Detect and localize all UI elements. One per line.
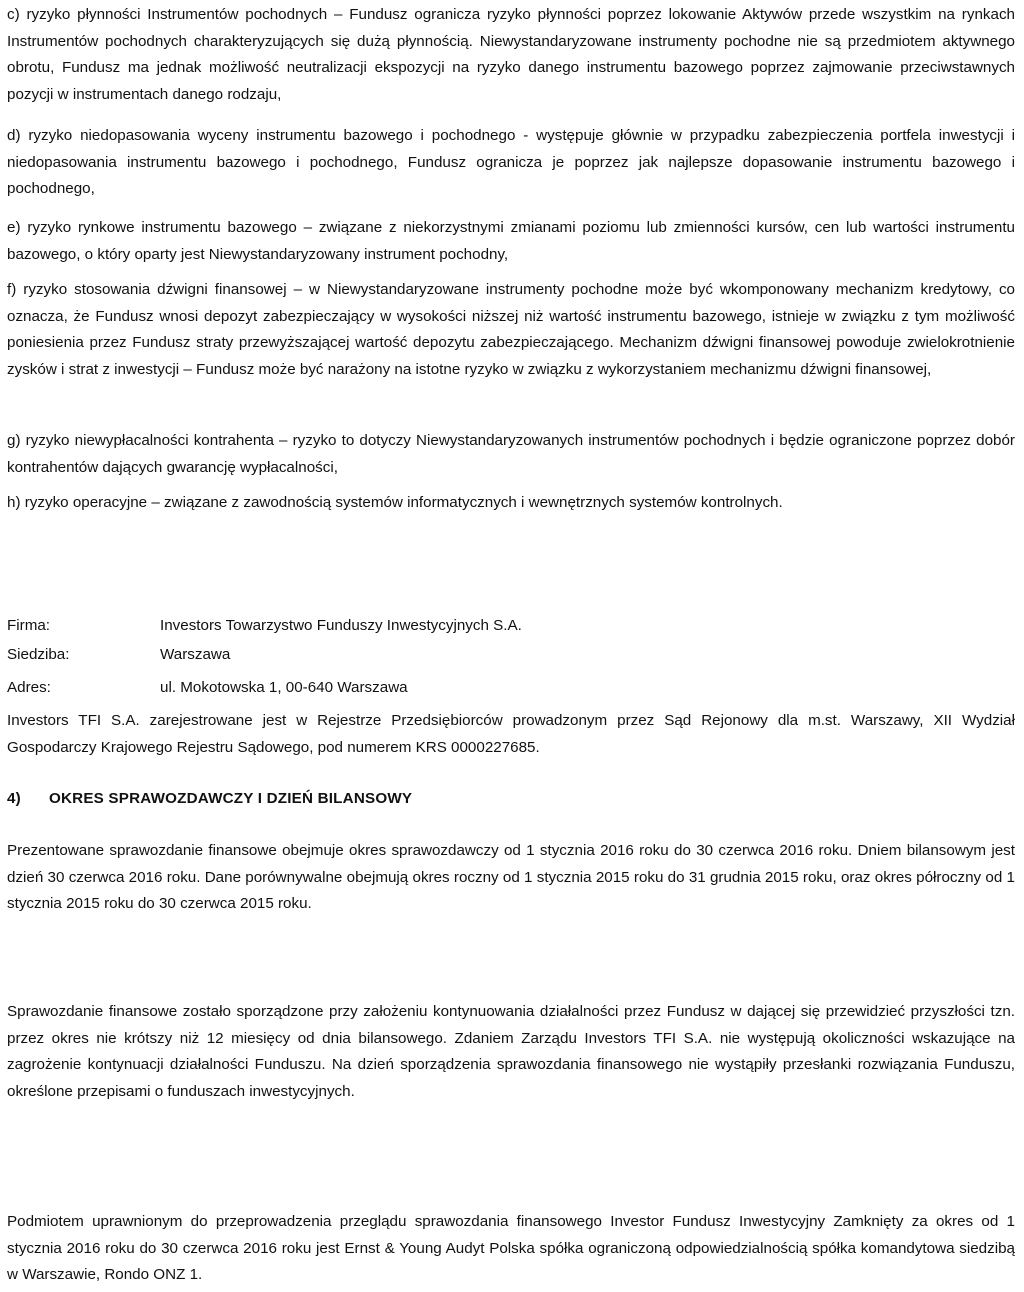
firm-label: Firma: bbox=[7, 617, 51, 634]
risk-item-d: d) ryzyko niedopasowania wyceny instrumentu bazowego i pochodnego - występuje głównie w przypadku zabezpieczenia portfela inwestycji i niedopasowania instrumentu bazowego i pochodnego, Fundusz ogranicza je poprzez jak najlepsze dopasowanie instrumentu bazowego i pochodnego, bbox=[7, 127, 1015, 197]
risk-item-f: f) ryzyko stosowania dźwigni finansowej – w Niewystandaryzowane instrumenty pochodne może być wkomponowany mechanizm kredytowy, co oznacza, że Fundusz wnosi depozyt zabezpieczający w wysokości niższej niż wartość instrumentu bazowego, istnieje w związku z tym możliwość poniesienia przez Fundusz straty przewyższającej wartość depozytu zabezpieczającego. Mechanizm dźwigni finansowej powoduje zwielokrotnienie zysków i strat z inwestycji – Fundusz może być narażony na istotne ryzyko w związku z wykorzystaniem mechanizmu dźwigni finansowej, bbox=[7, 281, 1015, 378]
registration-paragraph: Investors TFI S.A. zarejestrowane jest w Rejestrze Przedsiębiorców prowadzonym przez Sąd Rejonowy dla m.st. Warszawy, XII Wydział Gospodarczy Krajowego Rejestru Sądowego, pod numerem KRS 0000227685. bbox=[7, 712, 1015, 756]
company-firm-row bbox=[7, 615, 1007, 637]
auditor-paragraph: Podmiotem uprawnionym do przeprowadzenia przeglądu sprawozdania finansowego Investor Fundusz Inwestycyjny Zamknięty za okres od 1 stycznia 2016 roku do 30 czerwca 2016 roku jest Ernst & Young Audyt Polska spółka ograniczoną odpowiedzialnością spółka komandytowa siedzibą w Warszawie, Rondo ONZ 1. bbox=[7, 1213, 1015, 1283]
going-concern-paragraph: Sprawozdanie finansowe zostało sporządzone przy założeniu kontynuowania działalności przez Fundusz w dającej się przewidzieć przyszłości tzn. przez okres nie krótszy niż 12 miesięcy od dnia bilansowego. Zdaniem Zarządu Investors TFI S.A. nie występują okoliczności wskazujące na zagrożenie kontynuacji działalności Funduszu. Na dzień sporządzenia sprawozdania finansowego nie wystąpiły przesłanki rozwiązania Funduszu, określone przepisami o funduszach inwestycyjnych. bbox=[7, 1003, 1015, 1100]
firm-value: Investors Towarzystwo Funduszy Inwestycyjnych S.A. bbox=[160, 617, 522, 634]
risk-item-e: e) ryzyko rynkowe instrumentu bazowego – związane z niekorzystnymi zmianami poziomu lub zmienności kursów, cen lub wartości instrumentu bazowego, o który oparty jest Niewystandaryzowany instrument pochodny, bbox=[7, 219, 1015, 263]
risk-item-h: h) ryzyko operacyjne – związane z zawodnością systemów informatycznych i wewnętrznych systemów kontrolnych. bbox=[7, 494, 783, 511]
company-seat-row bbox=[7, 644, 1007, 666]
risk-item-g: g) ryzyko niewypłacalności kontrahenta – ryzyko to dotyczy Niewystandaryzowanych instrumentów pochodnych i będzie ograniczone poprzez dobór kontrahentów dających gwarancję wypłacalności, bbox=[7, 432, 1015, 476]
section-number: 4) bbox=[7, 790, 21, 807]
address-value: ul. Mokotowska 1, 00-640 Warszawa bbox=[160, 679, 408, 696]
company-address-row bbox=[7, 677, 1007, 699]
address-label: Adres: bbox=[7, 679, 51, 696]
seat-value: Warszawa bbox=[160, 646, 231, 663]
reporting-period-paragraph: Prezentowane sprawozdanie finansowe obejmuje okres sprawozdawczy od 1 stycznia 2016 roku do 30 czerwca 2016 roku. Dniem bilansowym jest dzień 30 czerwca 2016 roku. Dane porównywalne obejmują okres roczny od 1 stycznia 2015 roku do 31 grudnia 2015 roku, oraz okres półroczny od 1 stycznia 2015 roku do 30 czerwca 2015 roku. bbox=[7, 842, 1015, 912]
seat-label: Siedziba: bbox=[7, 646, 70, 663]
risk-item-c: c) ryzyko płynności Instrumentów pochodnych – Fundusz ogranicza ryzyko płynności poprzez lokowanie Aktywów przede wszystkim na rynkach Instrumentów pochodnych charakteryzujących się dużą płynnością. Niewystandaryzowane instrumenty pochodne nie są przedmiotem aktywnego obrotu, Fundusz ma jednak możliwość neutralizacji ekspozycji na ryzyko danego instrumentu bazowego poprzez zajmowanie przeciwstawnych pozycji w instrumentach danego rodzaju, bbox=[7, 6, 1015, 103]
section-heading bbox=[7, 790, 412, 807]
section-title: OKRES SPRAWOZDAWCZY I DZIEŃ BILANSOWY bbox=[49, 790, 413, 807]
